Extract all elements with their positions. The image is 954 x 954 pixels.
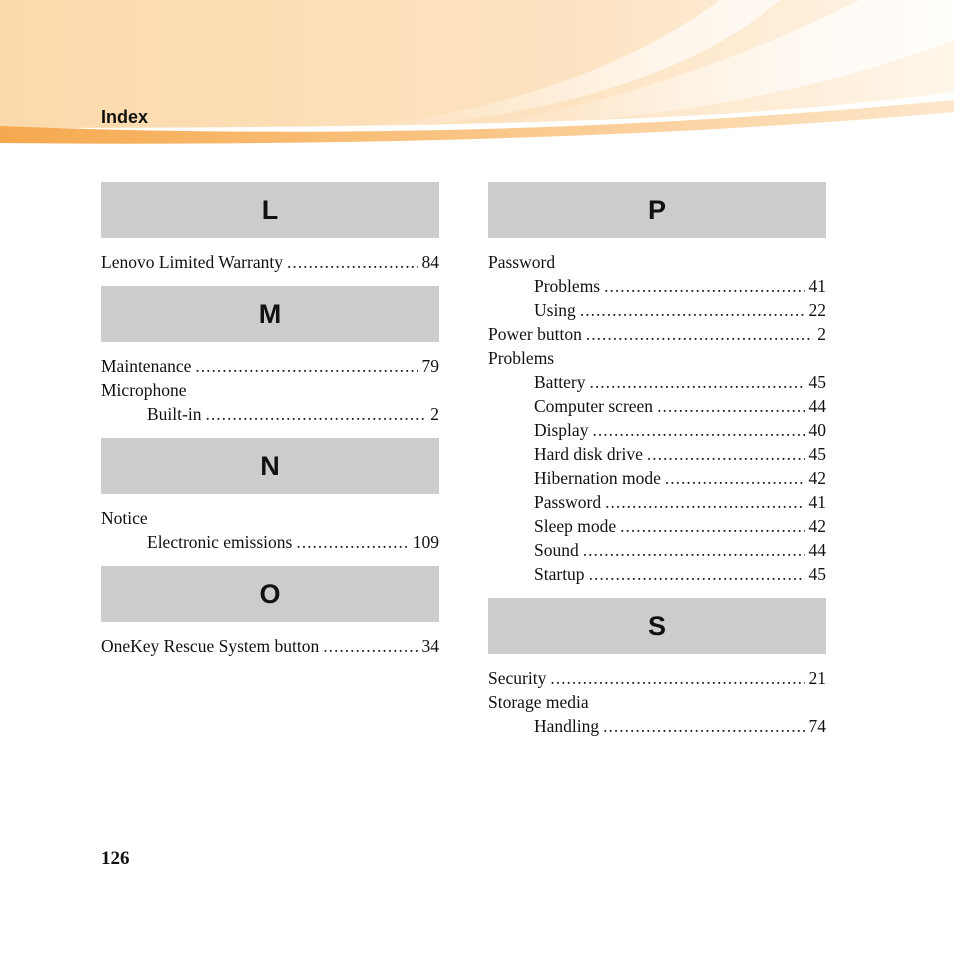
index-term: Hibernation mode bbox=[534, 468, 661, 488]
index-entry-list bbox=[488, 654, 826, 750]
index-entry bbox=[488, 394, 826, 418]
dot-leader bbox=[590, 370, 805, 394]
index-term: Handling bbox=[534, 716, 600, 736]
section-header-p: P bbox=[488, 182, 826, 238]
dot-leader bbox=[589, 562, 805, 586]
section-header-m: M bbox=[101, 286, 439, 342]
index-term: Startup bbox=[534, 564, 585, 584]
index-term: Battery bbox=[534, 372, 586, 392]
index-term: Display bbox=[534, 420, 589, 440]
index-entry-list bbox=[101, 238, 439, 286]
dot-leader bbox=[323, 634, 417, 658]
page-number: 126 bbox=[101, 848, 130, 869]
index-entry bbox=[101, 378, 439, 402]
index-term: Security bbox=[488, 668, 547, 688]
index-entry bbox=[488, 490, 826, 514]
index-term: Sleep mode bbox=[534, 516, 617, 536]
index-term: OneKey Rescue System button bbox=[101, 636, 320, 656]
index-page-ref: 79 bbox=[421, 356, 439, 376]
header-title: Index bbox=[101, 107, 149, 127]
index-column-right bbox=[488, 182, 826, 750]
index-page-ref: 34 bbox=[421, 636, 439, 656]
dot-leader bbox=[665, 466, 805, 490]
index-page-ref: 45 bbox=[808, 444, 826, 464]
index-page-ref: 109 bbox=[412, 532, 439, 552]
index-page-ref: 84 bbox=[421, 252, 439, 272]
dot-leader bbox=[605, 490, 804, 514]
index-term: Storage media bbox=[488, 692, 589, 712]
index-entry bbox=[488, 562, 826, 586]
index-entry bbox=[488, 322, 826, 346]
index-term: Built-in bbox=[147, 404, 202, 424]
dot-leader bbox=[647, 442, 805, 466]
index-page-ref: 2 bbox=[430, 404, 439, 424]
dot-leader bbox=[550, 666, 804, 690]
index-term: Notice bbox=[101, 508, 148, 528]
index-term: Problems bbox=[534, 276, 601, 296]
index-page-ref: 40 bbox=[808, 420, 826, 440]
dot-leader bbox=[195, 354, 417, 378]
index-entry bbox=[488, 714, 826, 738]
dot-leader bbox=[296, 530, 408, 554]
index-term: Password bbox=[534, 492, 602, 512]
dot-leader bbox=[620, 514, 804, 538]
dot-leader bbox=[205, 402, 426, 426]
dot-leader bbox=[603, 714, 804, 738]
index-page-ref: 44 bbox=[808, 540, 826, 560]
dot-leader bbox=[586, 322, 813, 346]
index-entry bbox=[488, 274, 826, 298]
index-entry-list bbox=[101, 342, 439, 438]
index-entry bbox=[488, 514, 826, 538]
index-term: Password bbox=[488, 252, 556, 272]
index-page-ref: 45 bbox=[808, 372, 826, 392]
index-entry bbox=[101, 634, 439, 658]
index-entry-list bbox=[488, 238, 826, 598]
index-term: Lenovo Limited Warranty bbox=[101, 252, 283, 272]
index-page-ref: 74 bbox=[808, 716, 826, 736]
section-header-l: L bbox=[101, 182, 439, 238]
index-page-ref: 44 bbox=[808, 396, 826, 416]
index-entry bbox=[101, 250, 439, 274]
section-header-o: O bbox=[101, 566, 439, 622]
index-term: Hard disk drive bbox=[534, 444, 643, 464]
index-entry bbox=[488, 690, 826, 714]
index-column-left bbox=[101, 182, 439, 670]
index-page-ref: 45 bbox=[808, 564, 826, 584]
dot-leader bbox=[580, 298, 805, 322]
index-entry-list bbox=[101, 622, 439, 670]
dot-leader bbox=[287, 250, 418, 274]
index-page-ref: 21 bbox=[808, 668, 826, 688]
index-term: Microphone bbox=[101, 380, 187, 400]
index-entry bbox=[488, 298, 826, 322]
index-term: Maintenance bbox=[101, 356, 192, 376]
index-entry bbox=[488, 418, 826, 442]
index-entry bbox=[488, 466, 826, 490]
index-page-ref: 41 bbox=[808, 492, 826, 512]
index-term: Sound bbox=[534, 540, 579, 560]
dot-leader bbox=[604, 274, 804, 298]
index-term: Problems bbox=[488, 348, 555, 368]
index-page-ref: 41 bbox=[808, 276, 826, 296]
index-page-ref: 22 bbox=[808, 300, 826, 320]
index-entry bbox=[101, 530, 439, 554]
index-entry bbox=[488, 538, 826, 562]
index-term: Computer screen bbox=[534, 396, 654, 416]
index-term: Electronic emissions bbox=[147, 532, 293, 552]
index-page-ref: 42 bbox=[808, 468, 826, 488]
index-term: Using bbox=[534, 300, 576, 320]
index-entry-list bbox=[101, 494, 439, 566]
dot-leader bbox=[592, 418, 804, 442]
index-entry bbox=[101, 402, 439, 426]
index-entry bbox=[101, 506, 439, 530]
index-page-ref: 2 bbox=[817, 324, 826, 344]
dot-leader bbox=[583, 538, 805, 562]
index-entry bbox=[488, 666, 826, 690]
index-entry bbox=[488, 250, 826, 274]
index-page-ref: 42 bbox=[808, 516, 826, 536]
dot-leader bbox=[657, 394, 804, 418]
index-entry bbox=[488, 370, 826, 394]
index-term: Power button bbox=[488, 324, 582, 344]
index-entry bbox=[488, 442, 826, 466]
section-header-s: S bbox=[488, 598, 826, 654]
index-entry bbox=[488, 346, 826, 370]
section-header-n: N bbox=[101, 438, 439, 494]
index-entry bbox=[101, 354, 439, 378]
